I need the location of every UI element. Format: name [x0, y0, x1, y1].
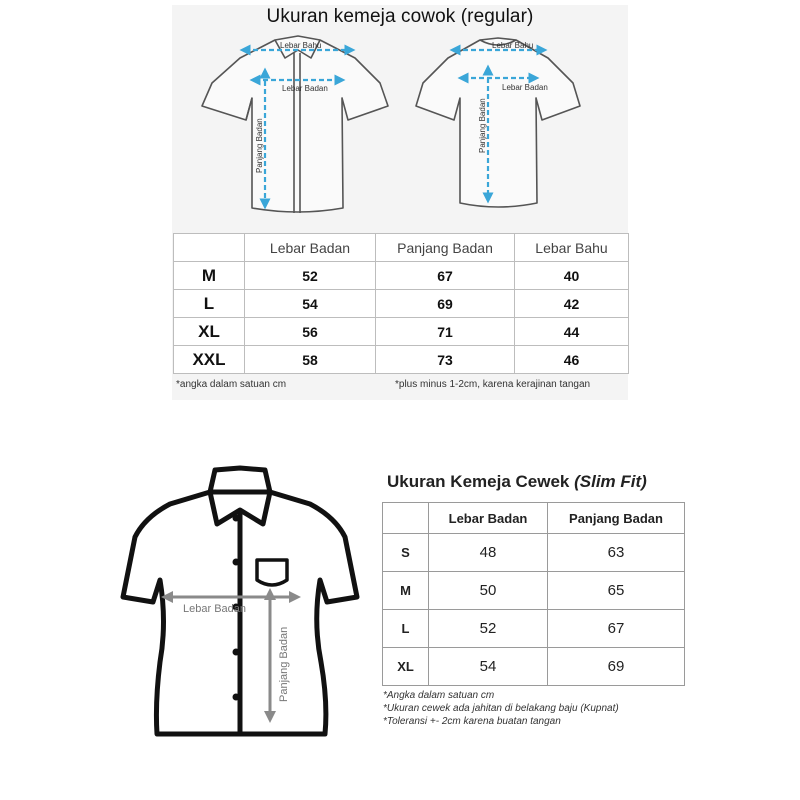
table-row: [383, 610, 685, 648]
men-shirt-front: [202, 36, 388, 213]
table-row: [174, 290, 629, 318]
value-cell: 54: [245, 290, 376, 318]
women-title-fit: (Slim Fit): [574, 472, 647, 491]
women-header-lebar-badan: Lebar Badan: [429, 503, 548, 534]
women-note-kupnat: *Ukuran cewek ada jahitan di belakang baju (Kupnat): [383, 703, 619, 714]
men-front-width-label: Lebar Badan: [282, 84, 328, 93]
men-shirt-back: [416, 38, 580, 207]
table-row: [383, 572, 685, 610]
size-cell: XL: [383, 648, 429, 686]
men-unit-note: *angka dalam satuan cm: [176, 379, 287, 390]
size-cell: M: [383, 572, 429, 610]
value-cell: 42: [515, 290, 629, 318]
value-cell: 52: [429, 610, 548, 648]
value-cell: 73: [376, 346, 515, 374]
women-width-label: Lebar Badan: [183, 603, 246, 615]
men-back-width-label: Lebar Badan: [502, 83, 548, 92]
men-shirt-diagrams: [180, 28, 620, 228]
women-header-empty: [383, 503, 429, 534]
women-size-title: [387, 472, 647, 492]
size-cell: XL: [174, 318, 245, 346]
size-cell: L: [174, 290, 245, 318]
value-cell: 46: [515, 346, 629, 374]
size-cell: M: [174, 262, 245, 290]
table-row: [174, 262, 629, 290]
value-cell: 67: [376, 262, 515, 290]
value-cell: 50: [429, 572, 548, 610]
men-back-shoulder-label: Lebar Bahu: [492, 41, 534, 50]
men-front-shoulder-label: Lebar Bahu: [280, 41, 322, 50]
value-cell: 56: [245, 318, 376, 346]
size-cell: S: [383, 534, 429, 572]
table-row: [383, 534, 685, 572]
men-tolerance-note: *plus minus 1-2cm, karena kerajinan tangan: [395, 379, 591, 390]
value-cell: 69: [376, 290, 515, 318]
men-front-length-label: Panjang Badan: [255, 118, 264, 173]
women-header-panjang-badan: Panjang Badan: [548, 503, 685, 534]
men-header-lebar-badan: Lebar Badan: [245, 234, 376, 262]
value-cell: 65: [548, 572, 685, 610]
value-cell: 63: [548, 534, 685, 572]
women-length-label: Panjang Badan: [278, 626, 290, 702]
women-size-table: [382, 502, 685, 686]
women-notes: [383, 689, 619, 728]
size-cell: XXL: [174, 346, 245, 374]
women-note-tolerance: *Toleransi +- 2cm karena buatan tangan: [383, 716, 561, 727]
men-back-length-label: Panjang Badan: [478, 98, 487, 153]
value-cell: 54: [429, 648, 548, 686]
value-cell: 58: [245, 346, 376, 374]
women-shirt-diagram: [115, 462, 370, 742]
men-size-title: Ukuran kemeja cowok (regular): [266, 6, 534, 27]
men-header-lebar-bahu: Lebar Bahu: [515, 234, 629, 262]
men-size-table: [173, 233, 629, 374]
women-note-unit: *Angka dalam satuan cm: [383, 690, 495, 701]
women-title-main: Ukuran Kemeja Cewek: [387, 472, 570, 491]
size-cell: L: [383, 610, 429, 648]
men-header-panjang-badan: Panjang Badan: [376, 234, 515, 262]
value-cell: 52: [245, 262, 376, 290]
women-table-header-row: [383, 503, 685, 534]
value-cell: 40: [515, 262, 629, 290]
table-row: [174, 318, 629, 346]
value-cell: 48: [429, 534, 548, 572]
women-shirt-outline: [123, 468, 357, 734]
table-row: [383, 648, 685, 686]
value-cell: 44: [515, 318, 629, 346]
value-cell: 71: [376, 318, 515, 346]
value-cell: 69: [548, 648, 685, 686]
value-cell: 67: [548, 610, 685, 648]
table-row: [174, 346, 629, 374]
men-header-empty: [174, 234, 245, 262]
men-table-header-row: [174, 234, 629, 262]
